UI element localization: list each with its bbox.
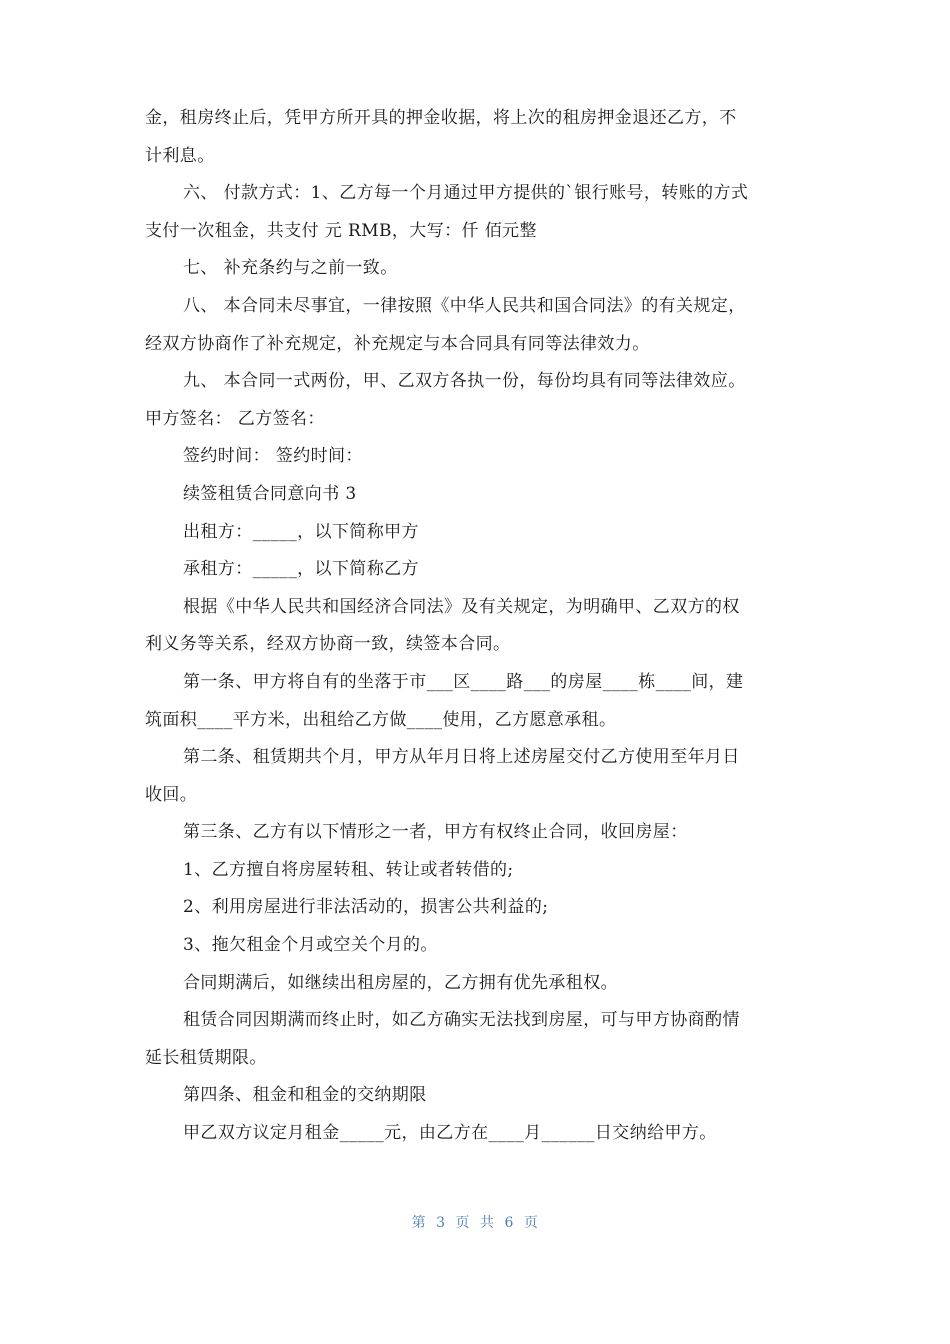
text-line: 计利息。 [145,145,215,166]
text-line: 经双方协商作了补充规定，补充规定与本合同具有同等法律效力。 [145,333,650,354]
text-line: 第一条、甲方将自有的坐落于市___区____路___的房屋____栋____间，建 [183,671,744,692]
text-line: 收回。 [145,784,198,805]
document-body [145,100,805,1153]
text-line: 租赁合同因期满而终止时，如乙方确实无法找到房屋，可与甲方协商酌情 [183,1010,740,1031]
text-line: 续签租赁合同意向书 3 [183,483,357,504]
footer-word-gong: 共 [480,1215,495,1231]
footer-word-ye: 页 [455,1215,470,1231]
text-line: 甲方签名： 乙方签名： [145,408,325,429]
text-line: 九、 本合同一式两份，甲、乙双方各执一份，每份均具有同等法律效应。 [183,371,746,392]
text-line: 六、 付款方式：1、乙方每一个月通过甲方提供的`银行账号，转账的方式 [183,183,749,204]
text-line: 出租方：_____，以下简称甲方 [183,521,419,542]
footer-word-ye-2: 页 [523,1215,539,1231]
text-line: 支付一次租金，共支付 元 RMB，大写：仟 佰元整 [145,220,537,241]
text-line: 签约时间： 签约时间： [183,446,363,467]
text-line: 第四条、租金和租金的交纳期限 [183,1085,427,1106]
text-line: 根据《中华人民共和国经济合同法》及有关规定，为明确甲、乙双方的权 [183,596,740,617]
footer-current-page: 3 [436,1215,446,1231]
text-line: 2、利用房屋进行非法活动的，损害公共利益的; [183,897,549,918]
text-line: 合同期满后，如继续出租房屋的，乙方拥有优先承租权。 [183,972,618,993]
text-line: 金，租房终止后，凭甲方所开具的押金收据，将上次的租房押金退还乙方，不 [145,108,737,128]
text-line: 第二条、租赁期共个月，甲方从年月日将上述房屋交付乙方使用至年月日 [183,747,740,768]
text-line: 筑面积____平方米，出租给乙方做____使用，乙方愿意承租。 [145,709,617,730]
text-line: 甲乙双方议定月租金_____元，由乙方在____月______日交纳给甲方。 [183,1123,717,1144]
text-line: 1、乙方擅自将房屋转租、转让或者转借的; [183,859,514,880]
text-line: 延长租赁期限。 [145,1047,267,1068]
text-line: 利义务等关系，经双方协商一致，续签本合同。 [145,634,511,655]
text-line: 第三条、乙方有以下情形之一者，甲方有权终止合同，收回房屋： [183,822,688,843]
footer-total-pages: 6 [504,1215,514,1231]
text-line: 七、 补充条约与之前一致。 [183,258,398,279]
text-line: 承租方：_____，以下简称乙方 [183,559,419,580]
page-footer [0,1212,950,1232]
text-line: 八、 本合同未尽事宜，一律按照《中华人民共和国合同法》的有关规定， [183,295,746,316]
text-line: 3、拖欠租金个月或空关个月的。 [183,935,438,956]
footer-word-di: 第 [411,1215,427,1231]
